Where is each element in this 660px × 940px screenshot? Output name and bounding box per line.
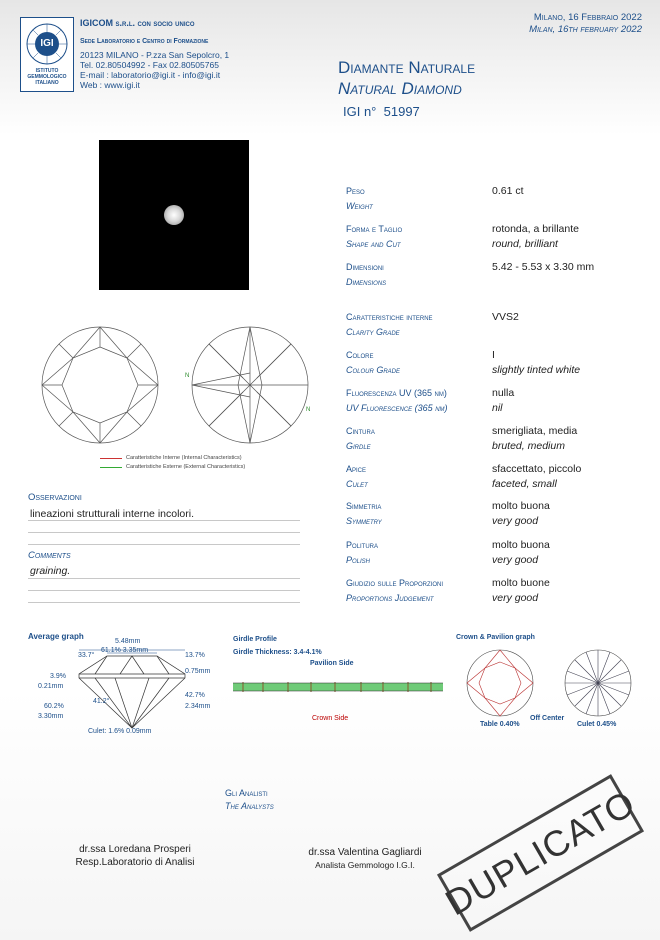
girdle-profile-title: Girdle Profile — [233, 636, 277, 643]
number-value: 51997 — [383, 104, 420, 119]
detail-value-italian: 5.42 - 5.53 x 3.30 mm — [492, 261, 595, 273]
comments-rule — [28, 590, 300, 591]
issue-date — [529, 12, 642, 36]
address-title: Sede Laboratorio e Centro di Formazione — [80, 38, 209, 45]
detail-label-italian: Cintura — [346, 426, 375, 436]
detail-label-english: Weight — [346, 201, 373, 211]
certificate-number — [343, 104, 420, 119]
crown-pavilion-title: Crown & Pavilion graph — [456, 634, 535, 641]
comments-text: graining. — [30, 565, 71, 577]
girdle-profile-band — [233, 680, 443, 694]
detail-label-italian: Apice — [346, 464, 367, 474]
analyst-left-name: dr.ssa Loredana Prosperi — [79, 844, 191, 855]
title-english: Natural Diamond — [338, 79, 462, 98]
address-line: Web : www.igi.it — [80, 80, 140, 90]
comments-title: Comments — [28, 550, 71, 561]
logo-caption: ISTITUTO GEMMOLOGICO ITALIANO — [27, 68, 67, 86]
crown-height-pct: 13.7% — [185, 652, 205, 659]
legend-internal: Caratteristiche Interne (Internal Characteristics) — [126, 455, 242, 461]
average-graph-title: Average graph — [28, 632, 84, 641]
culet-offcenter: Culet 0.45% — [577, 721, 617, 728]
detail-value-italian: VVS2 — [492, 311, 519, 323]
crown-height-mm: 0.75mm — [185, 668, 211, 675]
detail-label-english: Shape and Cut — [346, 239, 401, 249]
detail-value-italian: molto buona — [492, 539, 550, 551]
total-depth-pct: 60.2% — [44, 703, 64, 710]
pavilion-side-label: Pavilion Side — [310, 660, 354, 667]
crown-pavilion-graph — [465, 648, 645, 720]
company-name: IGICOM s.r.l. con socio unico — [80, 18, 195, 28]
clarity-plot — [38, 325, 311, 455]
address-block — [80, 50, 229, 90]
detail-value-italian: nulla — [492, 387, 515, 399]
comments-rule — [28, 578, 300, 579]
analyst-right-role: Analista Gemmologo I.G.I. — [315, 860, 415, 870]
analysts-title-italian: Gli Analisti — [225, 788, 268, 798]
culet-label: Culet: 1.6% 0.09mm — [88, 728, 152, 735]
detail-value-italian: I — [492, 349, 495, 361]
detail-value-english: very good — [492, 592, 539, 604]
legend-internal-swatch — [100, 458, 122, 459]
date-english: Milan, 16th february 2022 — [529, 24, 642, 35]
girdle-pct: 3.9% — [50, 673, 66, 680]
detail-value-italian: sfaccettato, piccolo — [492, 463, 582, 475]
detail-label-italian: Peso — [346, 186, 365, 196]
detail-label-italian: Politura — [346, 540, 379, 550]
diamond-stone-image — [164, 205, 184, 225]
remarks-rule — [28, 532, 300, 533]
analyst-right-name: dr.ssa Valentina Gagliardi — [308, 847, 422, 858]
remarks-text: lineazioni strutturali interne incolori. — [30, 508, 194, 520]
detail-value-english: very good — [492, 554, 539, 566]
girdle-mm: 0.21mm — [38, 683, 64, 690]
svg-text:N: N — [306, 407, 311, 413]
analyst-right — [285, 846, 445, 872]
detail-value-english: very good — [492, 515, 539, 527]
duplicate-stamp: DUPLICATO — [437, 774, 644, 932]
table-offcenter: Table 0.40% — [480, 721, 520, 728]
detail-value-italian: smerigliata, media — [492, 425, 578, 437]
logo-letters: IGI — [40, 38, 54, 49]
number-label: IGI n° — [343, 104, 377, 119]
legend-external: Caratteristiche Esterne (External Characteristics) — [126, 464, 246, 470]
detail-label-english: Girdle — [346, 441, 371, 451]
legend-external-swatch — [100, 467, 122, 468]
date-italian: Milano, 16 Febbraio 2022 — [533, 12, 642, 23]
comments-rule — [28, 602, 300, 603]
off-center-label: Off Center — [530, 715, 565, 722]
detail-label-english: Proportions Judgement — [346, 593, 434, 603]
girdle-thickness: Girdle Thickness: 3.4-4.1% — [233, 649, 322, 656]
address-line: E-mail : laboratorio@igi.it - info@igi.it — [80, 70, 221, 80]
detail-label-italian: Caratteristiche interne — [346, 312, 433, 322]
detail-label-english: Culet — [346, 479, 368, 489]
pavilion-pct: 42.7% — [185, 692, 205, 699]
detail-value-italian: molto buone — [492, 577, 550, 589]
detail-label-italian: Simmetria — [346, 501, 382, 511]
diameter-label: 5.48mm — [115, 638, 141, 645]
analyst-left-role: Resp.Laboratorio di Analisi — [75, 857, 195, 868]
igi-logo — [20, 17, 74, 92]
remarks-rule — [28, 544, 300, 545]
detail-label-english: Symmetry — [346, 516, 382, 526]
address-line: Tel. 02.80504992 - Fax 02.80505765 — [80, 60, 219, 70]
crown-side-label: Crown Side — [312, 715, 349, 722]
title-italian: Diamante Naturale — [338, 58, 476, 77]
analyst-left — [55, 843, 215, 869]
detail-label-english: UV Fluorescence (365 nm) — [346, 403, 448, 413]
detail-value-english: nil — [492, 402, 503, 414]
address-line: 20123 MILANO - P.zza San Sepolcro, 1 — [80, 50, 230, 60]
crown-angle-label: 33.7° — [78, 652, 95, 659]
detail-label-english: Dimensions — [346, 277, 387, 287]
pavilion-angle-label: 41.2° — [93, 698, 110, 705]
analysts-title-english: The Analysts — [225, 801, 274, 811]
detail-label-italian: Forma e Taglio — [346, 224, 403, 234]
detail-value-italian: rotonda, a brillante — [492, 223, 579, 235]
remarks-rule — [28, 520, 300, 521]
detail-value-english: slightly tinted white — [492, 364, 581, 376]
detail-label-english: Polish — [346, 555, 371, 565]
detail-label-italian: Colore — [346, 350, 374, 360]
detail-value-italian: 0.61 ct — [492, 185, 524, 197]
pavilion-mm: 2.34mm — [185, 703, 211, 710]
proportion-diagram — [75, 648, 190, 733]
detail-value-english: bruted, medium — [492, 440, 565, 452]
detail-label-english: Colour Grade — [346, 365, 401, 375]
table-label: 61.1% 3.35mm — [101, 647, 149, 654]
detail-label-italian: Dimensioni — [346, 262, 384, 272]
detail-label-italian: Fluorescenza UV (365 nm) — [346, 388, 447, 398]
detail-label-english: Clarity Grade — [346, 327, 400, 337]
remarks-title: Osservazioni — [28, 492, 82, 503]
detail-value-english: round, brilliant — [492, 238, 558, 250]
total-depth-mm: 3.30mm — [38, 713, 64, 720]
svg-text:N: N — [185, 373, 190, 379]
detail-value-italian: molto buona — [492, 500, 550, 512]
detail-label-italian: Giudizio sulle Proporzioni — [346, 578, 444, 588]
detail-value-english: faceted, small — [492, 478, 557, 490]
